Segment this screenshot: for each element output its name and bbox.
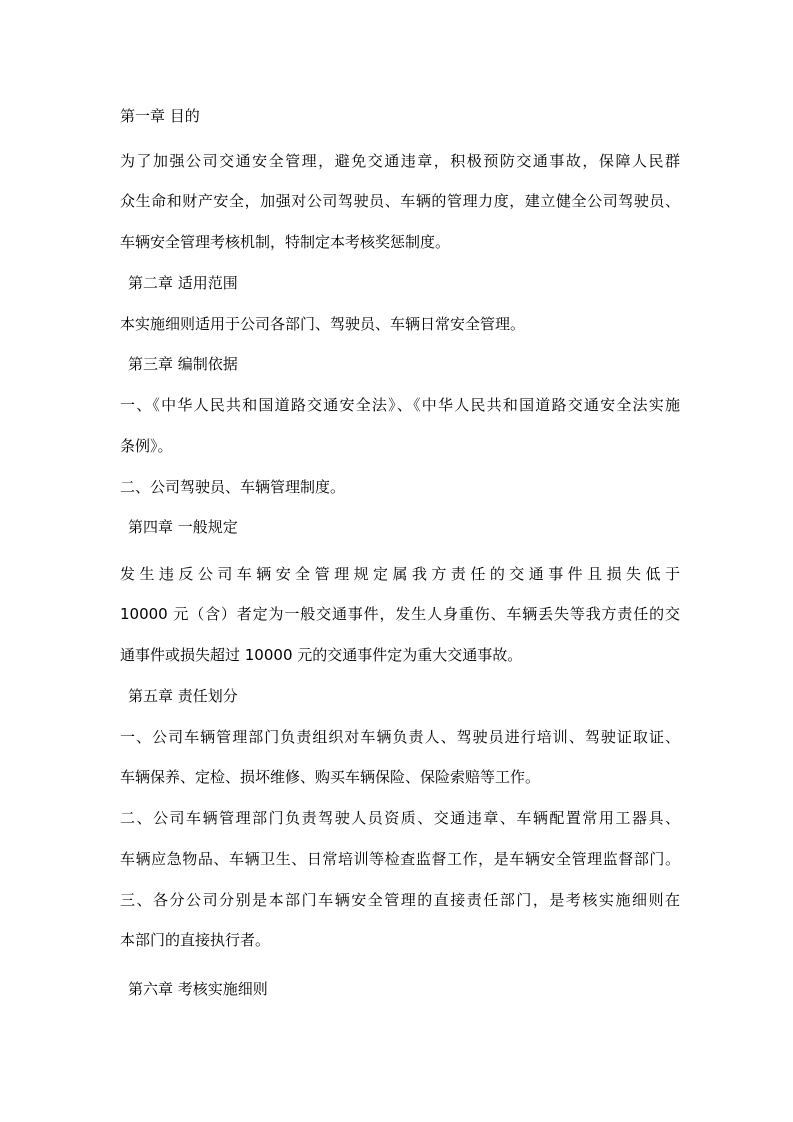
chapter-2-paragraph: 本实施细则适用于公司各部门、驾驶员、车辆日常安全管理。 [120,315,526,333]
chapter-3-item-1-line-1: 一、《中华人民共和国道路交通安全法》、《中华人民共和国道路交通安全法实施 [120,396,680,414]
chapter-6-heading: 第六章 考核实施细则 [128,980,268,998]
chapter-1-paragraph-line-3: 车辆安全管理考核机制，特制定本考核奖惩制度。 [120,233,451,251]
chapter-1-paragraph-line-1: 为了加强公司交通安全管理，避免交通违章，积极预防交通事故，保障人民群 [120,152,680,170]
chapter-5-item-2-line-2: 车辆应急物品、车辆卫生、日常培训等检查监督工作，是车辆安全管理监督部门。 [120,850,680,868]
chapter-4-paragraph-line-2: 10000 元（含）者定为一般交通事件，发生人身重伤、车辆丢失等我方责任的交 [120,605,680,623]
chapter-3-item-1-line-2: 条例》。 [120,437,173,455]
chapter-4-paragraph-line-3: 通事件或损失超过 10000 元的交通事件定为重大交通事故。 [120,646,523,664]
chapter-5-item-3-line-1: 三、各分公司分别是本部门车辆安全管理的直接责任部门，是考核实施细则在 [120,891,680,909]
chapter-5-item-2-line-1: 二、公司车辆管理部门负责驾驶人员资质、交通违章、车辆配置常用工器具、 [120,809,680,827]
chapter-5-item-3-line-2: 本部门的直接执行者。 [120,931,271,949]
chapter-3-item-2: 二、公司驾驶员、车辆管理制度。 [120,478,346,496]
chapter-5-item-1-line-2: 车辆保养、定检、损坏维修、购买车辆保险、保险索赔等工作。 [120,768,541,786]
chapter-3-heading: 第三章 编制依据 [128,355,238,373]
chapter-5-item-1-line-1: 一、公司车辆管理部门负责组织对车辆负责人、驾驶员进行培训、驾驶证取证、 [120,728,680,746]
chapter-4-heading: 第四章 一般规定 [128,518,238,536]
chapter-2-heading: 第二章 适用范围 [128,274,238,292]
chapter-4-paragraph-line-1: 发生违反公司车辆安全管理规定属我方责任的交通事件且损失低于 [120,565,680,583]
chapter-1-heading: 第一章 目的 [120,107,200,125]
chapter-5-heading: 第五章 责任划分 [128,687,238,705]
chapter-1-paragraph-line-2: 众生命和财产安全，加强对公司驾驶员、车辆的管理力度，建立健全公司驾驶员、 [120,192,680,210]
